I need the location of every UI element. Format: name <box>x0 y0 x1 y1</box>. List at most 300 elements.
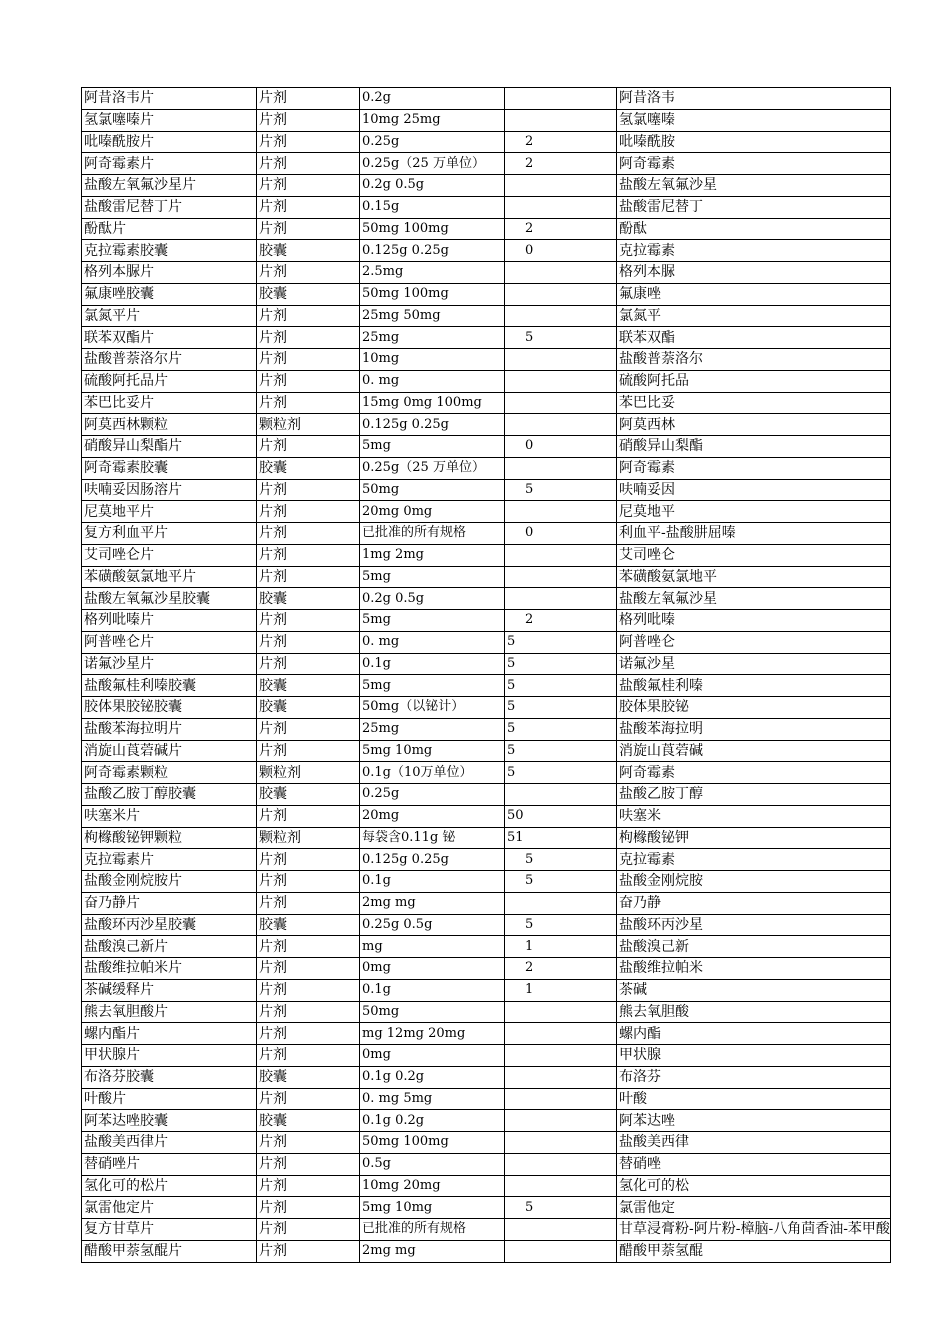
quantity-cell[interactable]: 2 <box>505 153 617 175</box>
generic-name-cell[interactable]: 阿奇霉素 <box>617 762 891 784</box>
generic-name-cell[interactable]: 阿昔洛韦 <box>617 88 891 110</box>
table-row <box>82 718 891 740</box>
dosage-form-cell[interactable]: 片剂 <box>257 1045 360 1067</box>
specification-cell[interactable]: 10mg 25mg <box>360 109 505 131</box>
quantity-cell[interactable]: 5 <box>505 675 617 697</box>
drug-name-cell[interactable]: 阿昔洛韦片 <box>82 88 257 110</box>
drug-name-cell[interactable]: 盐酸雷尼替丁片 <box>82 196 257 218</box>
generic-name-cell[interactable]: 盐酸左氧氟沙星 <box>617 588 891 610</box>
specification-cell[interactable]: 50mg（以铋计） <box>360 697 505 719</box>
generic-name-cell[interactable]: 阿奇霉素 <box>617 153 891 175</box>
specification-cell[interactable]: 2mg mg <box>360 1240 505 1262</box>
table-row <box>82 283 891 305</box>
drug-name-cell[interactable]: 呋塞米片 <box>82 805 257 827</box>
generic-name-cell[interactable]: 螺内酯 <box>617 1023 891 1045</box>
specification-cell[interactable]: 0.2g 0.5g <box>360 588 505 610</box>
dosage-form-cell[interactable]: 片剂 <box>257 349 360 371</box>
specification-cell[interactable]: 每袋含0.11g 铋 <box>360 827 505 849</box>
drug-name-cell[interactable]: 胶体果胶铋胶囊 <box>82 697 257 719</box>
quantity-cell[interactable] <box>505 109 617 131</box>
dosage-form-cell[interactable]: 片剂 <box>257 805 360 827</box>
dosage-form-cell[interactable]: 胶囊 <box>257 784 360 806</box>
generic-name-cell[interactable]: 苯磺酸氨氯地平 <box>617 566 891 588</box>
quantity-cell[interactable] <box>505 1153 617 1175</box>
table-row <box>82 457 891 479</box>
drug-table <box>81 87 891 1263</box>
specification-cell[interactable]: 5mg <box>360 610 505 632</box>
specification-cell[interactable]: 25mg <box>360 718 505 740</box>
drug-name-cell[interactable]: 格列吡嗪片 <box>82 610 257 632</box>
drug-name-cell[interactable]: 阿苯达唑胶囊 <box>82 1110 257 1132</box>
drug-name-cell[interactable]: 盐酸环丙沙星胶囊 <box>82 914 257 936</box>
specification-cell[interactable]: 20mg 0mg <box>360 501 505 523</box>
dosage-form-cell[interactable]: 片剂 <box>257 262 360 284</box>
quantity-cell[interactable] <box>505 1001 617 1023</box>
specification-cell[interactable]: 0.125g 0.25g <box>360 240 505 262</box>
drug-name-cell[interactable]: 硫酸阿托品片 <box>82 370 257 392</box>
generic-name-cell[interactable]: 克拉霉素 <box>617 240 891 262</box>
dosage-form-cell[interactable]: 胶囊 <box>257 1110 360 1132</box>
specification-cell[interactable]: 50mg <box>360 479 505 501</box>
quantity-cell[interactable]: 2 <box>505 610 617 632</box>
dosage-form-cell[interactable]: 片剂 <box>257 196 360 218</box>
specification-cell[interactable]: 50mg <box>360 1001 505 1023</box>
quantity-cell[interactable]: 5 <box>505 327 617 349</box>
drug-name-cell[interactable]: 硝酸异山梨酯片 <box>82 436 257 458</box>
drug-name-cell[interactable]: 消旋山莨菪碱片 <box>82 740 257 762</box>
drug-name-cell[interactable]: 阿奇霉素片 <box>82 153 257 175</box>
generic-name-cell[interactable]: 硫酸阿托品 <box>617 370 891 392</box>
drug-name-cell[interactable]: 复方甘草片 <box>82 1219 257 1241</box>
dosage-form-cell[interactable]: 片剂 <box>257 653 360 675</box>
dosage-form-cell[interactable]: 片剂 <box>257 175 360 197</box>
generic-name-cell[interactable]: 阿普唑仑 <box>617 631 891 653</box>
drug-name-cell[interactable]: 盐酸左氧氟沙星片 <box>82 175 257 197</box>
drug-name-cell[interactable]: 甲状腺片 <box>82 1045 257 1067</box>
specification-cell[interactable]: 已批准的所有规格 <box>360 1219 505 1241</box>
drug-name-cell[interactable]: 阿奇霉素胶囊 <box>82 457 257 479</box>
specification-cell[interactable]: 50mg 100mg <box>360 1132 505 1154</box>
specification-cell[interactable]: mg 12mg 20mg <box>360 1023 505 1045</box>
generic-name-cell[interactable]: 格列吡嗪 <box>617 610 891 632</box>
drug-name-cell[interactable]: 盐酸苯海拉明片 <box>82 718 257 740</box>
dosage-form-cell[interactable]: 片剂 <box>257 740 360 762</box>
specification-cell[interactable]: 0.25g <box>360 784 505 806</box>
quantity-cell[interactable] <box>505 349 617 371</box>
dosage-form-cell[interactable]: 片剂 <box>257 1153 360 1175</box>
quantity-cell[interactable]: 1 <box>505 979 617 1001</box>
drug-name-cell[interactable]: 盐酸氟桂利嗪胶囊 <box>82 675 257 697</box>
generic-name-cell[interactable]: 酚酞 <box>617 218 891 240</box>
generic-name-cell[interactable]: 氯雷他定 <box>617 1197 891 1219</box>
table-row <box>82 653 891 675</box>
table-row <box>82 1240 891 1262</box>
specification-cell[interactable]: 20mg <box>360 805 505 827</box>
quantity-cell[interactable]: 51 <box>505 827 617 849</box>
drug-name-cell[interactable]: 酚酞片 <box>82 218 257 240</box>
quantity-cell[interactable] <box>505 1088 617 1110</box>
dosage-form-cell[interactable]: 片剂 <box>257 1088 360 1110</box>
dosage-form-cell[interactable]: 片剂 <box>257 631 360 653</box>
specification-cell[interactable]: 0.25g 0.5g <box>360 914 505 936</box>
specification-cell[interactable]: 0mg <box>360 958 505 980</box>
specification-cell[interactable]: 0.1g <box>360 653 505 675</box>
quantity-cell[interactable]: 1 <box>505 936 617 958</box>
drug-name-cell[interactable]: 盐酸维拉帕米片 <box>82 958 257 980</box>
dosage-form-cell[interactable]: 胶囊 <box>257 588 360 610</box>
generic-name-cell[interactable]: 阿莫西林 <box>617 414 891 436</box>
specification-cell[interactable]: 0. mg 5mg <box>360 1088 505 1110</box>
table-row <box>82 958 891 980</box>
dosage-form-cell[interactable]: 片剂 <box>257 392 360 414</box>
specification-cell[interactable]: 0. mg <box>360 631 505 653</box>
generic-name-cell[interactable]: 枸橼酸铋钾 <box>617 827 891 849</box>
table-row <box>82 871 891 893</box>
specification-cell[interactable]: 0.1g <box>360 979 505 1001</box>
drug-name-cell[interactable]: 布洛芬胶囊 <box>82 1066 257 1088</box>
drug-name-cell[interactable]: 盐酸普萘洛尔片 <box>82 349 257 371</box>
dosage-form-cell[interactable]: 胶囊 <box>257 697 360 719</box>
drug-name-cell[interactable]: 盐酸金刚烷胺片 <box>82 871 257 893</box>
generic-name-cell[interactable]: 阿奇霉素 <box>617 457 891 479</box>
quantity-cell[interactable] <box>505 175 617 197</box>
drug-name-cell[interactable]: 盐酸溴己新片 <box>82 936 257 958</box>
quantity-cell[interactable]: 5 <box>505 479 617 501</box>
quantity-cell[interactable]: 5 <box>505 762 617 784</box>
drug-name-cell[interactable]: 呋喃妥因肠溶片 <box>82 479 257 501</box>
specification-cell[interactable]: 0.1g <box>360 871 505 893</box>
dosage-form-cell[interactable]: 片剂 <box>257 305 360 327</box>
generic-name-cell[interactable]: 布洛芬 <box>617 1066 891 1088</box>
table-row <box>82 414 891 436</box>
generic-name-cell[interactable]: 联苯双酯 <box>617 327 891 349</box>
generic-name-cell[interactable]: 消旋山莨菪碱 <box>617 740 891 762</box>
quantity-cell[interactable] <box>505 392 617 414</box>
dosage-form-cell[interactable]: 片剂 <box>257 436 360 458</box>
specification-cell[interactable]: 2mg mg <box>360 892 505 914</box>
table-row <box>82 762 891 784</box>
drug-name-cell[interactable]: 诺氟沙星片 <box>82 653 257 675</box>
generic-name-cell[interactable]: 盐酸苯海拉明 <box>617 718 891 740</box>
generic-name-cell[interactable]: 艾司唑仑 <box>617 544 891 566</box>
drug-name-cell[interactable]: 联苯双酯片 <box>82 327 257 349</box>
drug-name-cell[interactable]: 苯磺酸氨氯地平片 <box>82 566 257 588</box>
table-row <box>82 1219 891 1241</box>
dosage-form-cell[interactable]: 片剂 <box>257 88 360 110</box>
drug-name-cell[interactable]: 氯雷他定片 <box>82 1197 257 1219</box>
specification-cell[interactable]: 0.15g <box>360 196 505 218</box>
quantity-cell[interactable] <box>505 283 617 305</box>
quantity-cell[interactable] <box>505 196 617 218</box>
quantity-cell[interactable] <box>505 305 617 327</box>
dosage-form-cell[interactable]: 颗粒剂 <box>257 414 360 436</box>
generic-name-cell[interactable]: 尼莫地平 <box>617 501 891 523</box>
dosage-form-cell[interactable]: 片剂 <box>257 501 360 523</box>
generic-name-cell[interactable]: 盐酸美西律 <box>617 1132 891 1154</box>
quantity-cell[interactable]: 2 <box>505 218 617 240</box>
table-row <box>82 610 891 632</box>
dosage-form-cell[interactable]: 片剂 <box>257 610 360 632</box>
quantity-cell[interactable] <box>505 1219 617 1241</box>
generic-name-cell[interactable]: 盐酸维拉帕米 <box>617 958 891 980</box>
drug-name-cell[interactable]: 阿奇霉素颗粒 <box>82 762 257 784</box>
dosage-form-cell[interactable]: 片剂 <box>257 718 360 740</box>
dosage-form-cell[interactable]: 片剂 <box>257 566 360 588</box>
specification-cell[interactable]: 15mg 0mg 100mg <box>360 392 505 414</box>
drug-table-body <box>82 88 891 1263</box>
specification-cell[interactable]: 0.1g 0.2g <box>360 1066 505 1088</box>
quantity-cell[interactable]: 5 <box>505 914 617 936</box>
specification-cell[interactable]: 0.5g <box>360 1153 505 1175</box>
specification-cell[interactable]: 25mg <box>360 327 505 349</box>
dosage-form-cell[interactable]: 片剂 <box>257 1001 360 1023</box>
quantity-cell[interactable] <box>505 544 617 566</box>
dosage-form-cell[interactable]: 片剂 <box>257 544 360 566</box>
quantity-cell[interactable] <box>505 262 617 284</box>
drug-name-cell[interactable]: 茶碱缓释片 <box>82 979 257 1001</box>
table-row <box>82 566 891 588</box>
generic-name-cell[interactable]: 茶碱 <box>617 979 891 1001</box>
quantity-cell[interactable]: 0 <box>505 240 617 262</box>
quantity-cell[interactable]: 2 <box>505 131 617 153</box>
quantity-cell[interactable]: 2 <box>505 958 617 980</box>
drug-name-cell[interactable]: 阿莫西林颗粒 <box>82 414 257 436</box>
generic-name-cell[interactable]: 甘草浸膏粉-阿片粉-樟脑-八角茴香油-苯甲酸 <box>617 1219 891 1241</box>
dosage-form-cell[interactable]: 片剂 <box>257 109 360 131</box>
generic-name-cell[interactable]: 氯氮平 <box>617 305 891 327</box>
dosage-form-cell[interactable]: 胶囊 <box>257 283 360 305</box>
dosage-form-cell[interactable]: 片剂 <box>257 479 360 501</box>
specification-cell[interactable]: 5mg <box>360 675 505 697</box>
quantity-cell[interactable]: 0 <box>505 436 617 458</box>
quantity-cell[interactable]: 5 <box>505 871 617 893</box>
specification-cell[interactable]: 0.25g <box>360 131 505 153</box>
specification-cell[interactable]: 5mg 10mg <box>360 740 505 762</box>
generic-name-cell[interactable]: 醋酸甲萘氢醌 <box>617 1240 891 1262</box>
specification-cell[interactable]: 0.25g（25 万单位） <box>360 457 505 479</box>
generic-name-cell[interactable]: 盐酸金刚烷胺 <box>617 871 891 893</box>
generic-name-cell[interactable]: 熊去氧胆酸 <box>617 1001 891 1023</box>
table-row <box>82 1153 891 1175</box>
table-row <box>82 914 891 936</box>
quantity-cell[interactable] <box>505 1175 617 1197</box>
specification-cell[interactable]: 0.25g（25 万单位） <box>360 153 505 175</box>
drug-name-cell[interactable]: 克拉霉素胶囊 <box>82 240 257 262</box>
quantity-cell[interactable]: 5 <box>505 718 617 740</box>
dosage-form-cell[interactable]: 片剂 <box>257 979 360 1001</box>
drug-name-cell[interactable]: 枸橼酸铋钾颗粒 <box>82 827 257 849</box>
table-row <box>82 740 891 762</box>
quantity-cell[interactable]: 5 <box>505 631 617 653</box>
table-row <box>82 131 891 153</box>
generic-name-cell[interactable]: 盐酸左氧氟沙星 <box>617 175 891 197</box>
quantity-cell[interactable] <box>505 1045 617 1067</box>
specification-cell[interactable]: 0.125g 0.25g <box>360 414 505 436</box>
generic-name-cell[interactable]: 盐酸普萘洛尔 <box>617 349 891 371</box>
generic-name-cell[interactable]: 氢氯噻嗪 <box>617 109 891 131</box>
dosage-form-cell[interactable]: 片剂 <box>257 871 360 893</box>
dosage-form-cell[interactable]: 胶囊 <box>257 675 360 697</box>
generic-name-cell[interactable]: 吡嗪酰胺 <box>617 131 891 153</box>
generic-name-cell[interactable]: 诺氟沙星 <box>617 653 891 675</box>
quantity-cell[interactable] <box>505 588 617 610</box>
dosage-form-cell[interactable]: 胶囊 <box>257 914 360 936</box>
dosage-form-cell[interactable]: 颗粒剂 <box>257 762 360 784</box>
quantity-cell[interactable] <box>505 892 617 914</box>
drug-name-cell[interactable]: 氢化可的松片 <box>82 1175 257 1197</box>
drug-name-cell[interactable]: 叶酸片 <box>82 1088 257 1110</box>
dosage-form-cell[interactable]: 片剂 <box>257 1197 360 1219</box>
specification-cell[interactable]: 25mg 50mg <box>360 305 505 327</box>
specification-cell[interactable]: 10mg 20mg <box>360 1175 505 1197</box>
specification-cell[interactable]: 5mg <box>360 436 505 458</box>
generic-name-cell[interactable]: 苯巴比妥 <box>617 392 891 414</box>
quantity-cell[interactable] <box>505 1023 617 1045</box>
dosage-form-cell[interactable]: 片剂 <box>257 218 360 240</box>
dosage-form-cell[interactable]: 胶囊 <box>257 1066 360 1088</box>
drug-name-cell[interactable]: 阿普唑仑片 <box>82 631 257 653</box>
dosage-form-cell[interactable]: 片剂 <box>257 1132 360 1154</box>
generic-name-cell[interactable]: 氢化可的松 <box>617 1175 891 1197</box>
drug-name-cell[interactable]: 复方利血平片 <box>82 523 257 545</box>
table-row <box>82 1001 891 1023</box>
generic-name-cell[interactable]: 盐酸溴己新 <box>617 936 891 958</box>
quantity-cell[interactable]: 5 <box>505 740 617 762</box>
drug-name-cell[interactable]: 盐酸左氧氟沙星胶囊 <box>82 588 257 610</box>
quantity-cell[interactable]: 5 <box>505 849 617 871</box>
drug-name-cell[interactable]: 奋乃静片 <box>82 892 257 914</box>
quantity-cell[interactable]: 5 <box>505 1197 617 1219</box>
generic-name-cell[interactable]: 甲状腺 <box>617 1045 891 1067</box>
specification-cell[interactable]: 0.125g 0.25g <box>360 849 505 871</box>
generic-name-cell[interactable]: 胶体果胶铋 <box>617 697 891 719</box>
generic-name-cell[interactable]: 阿苯达唑 <box>617 1110 891 1132</box>
dosage-form-cell[interactable]: 胶囊 <box>257 457 360 479</box>
specification-cell[interactable]: mg <box>360 936 505 958</box>
dosage-form-cell[interactable]: 片剂 <box>257 1240 360 1262</box>
specification-cell[interactable]: 50mg 100mg <box>360 283 505 305</box>
quantity-cell[interactable] <box>505 457 617 479</box>
table-row <box>82 262 891 284</box>
generic-name-cell[interactable]: 利血平-盐酸肼屈嗪 <box>617 523 891 545</box>
dosage-form-cell[interactable]: 颗粒剂 <box>257 827 360 849</box>
drug-name-cell[interactable]: 氟康唑胶囊 <box>82 283 257 305</box>
drug-name-cell[interactable]: 克拉霉素片 <box>82 849 257 871</box>
specification-cell[interactable]: 5mg 10mg <box>360 1197 505 1219</box>
dosage-form-cell[interactable]: 片剂 <box>257 153 360 175</box>
dosage-form-cell[interactable]: 片剂 <box>257 892 360 914</box>
specification-cell[interactable]: 1mg 2mg <box>360 544 505 566</box>
dosage-form-cell[interactable]: 片剂 <box>257 370 360 392</box>
generic-name-cell[interactable]: 盐酸环丙沙星 <box>617 914 891 936</box>
drug-name-cell[interactable]: 盐酸美西律片 <box>82 1132 257 1154</box>
quantity-cell[interactable] <box>505 88 617 110</box>
specification-cell[interactable]: 0.2g <box>360 88 505 110</box>
quantity-cell[interactable] <box>505 1132 617 1154</box>
specification-cell[interactable]: 5mg <box>360 566 505 588</box>
quantity-cell[interactable] <box>505 1240 617 1262</box>
generic-name-cell[interactable]: 盐酸乙胺丁醇 <box>617 784 891 806</box>
table-row <box>82 1066 891 1088</box>
dosage-form-cell[interactable]: 片剂 <box>257 131 360 153</box>
dosage-form-cell[interactable]: 片剂 <box>257 327 360 349</box>
drug-name-cell[interactable]: 尼莫地平片 <box>82 501 257 523</box>
table-row <box>82 631 891 653</box>
drug-name-cell[interactable]: 格列本脲片 <box>82 262 257 284</box>
dosage-form-cell[interactable]: 片剂 <box>257 1023 360 1045</box>
generic-name-cell[interactable]: 叶酸 <box>617 1088 891 1110</box>
quantity-cell[interactable] <box>505 414 617 436</box>
generic-name-cell[interactable]: 奋乃静 <box>617 892 891 914</box>
specification-cell[interactable]: 0.1g（10万单位） <box>360 762 505 784</box>
specification-cell[interactable]: 0mg <box>360 1045 505 1067</box>
dosage-form-cell[interactable]: 片剂 <box>257 1219 360 1241</box>
specification-cell[interactable]: 0. mg <box>360 370 505 392</box>
quantity-cell[interactable] <box>505 370 617 392</box>
table-row <box>82 392 891 414</box>
drug-name-cell[interactable]: 熊去氧胆酸片 <box>82 1001 257 1023</box>
dosage-form-cell[interactable]: 片剂 <box>257 936 360 958</box>
dosage-form-cell[interactable]: 片剂 <box>257 523 360 545</box>
drug-name-cell[interactable]: 替硝唑片 <box>82 1153 257 1175</box>
generic-name-cell[interactable]: 硝酸异山梨酯 <box>617 436 891 458</box>
generic-name-cell[interactable]: 替硝唑 <box>617 1153 891 1175</box>
quantity-cell[interactable]: 50 <box>505 805 617 827</box>
table-row <box>82 784 891 806</box>
drug-name-cell[interactable]: 氯氮平片 <box>82 305 257 327</box>
table-row <box>82 1175 891 1197</box>
generic-name-cell[interactable]: 氟康唑 <box>617 283 891 305</box>
dosage-form-cell[interactable]: 片剂 <box>257 1175 360 1197</box>
generic-name-cell[interactable]: 克拉霉素 <box>617 849 891 871</box>
quantity-cell[interactable] <box>505 501 617 523</box>
drug-name-cell[interactable]: 吡嗪酰胺片 <box>82 131 257 153</box>
drug-name-cell[interactable]: 氢氯噻嗪片 <box>82 109 257 131</box>
generic-name-cell[interactable]: 呋塞米 <box>617 805 891 827</box>
drug-spreadsheet <box>81 87 891 1263</box>
dosage-form-cell[interactable]: 片剂 <box>257 958 360 980</box>
drug-name-cell[interactable]: 苯巴比妥片 <box>82 392 257 414</box>
quantity-cell[interactable]: 0 <box>505 523 617 545</box>
drug-name-cell[interactable]: 醋酸甲萘氢醌片 <box>82 1240 257 1262</box>
dosage-form-cell[interactable]: 片剂 <box>257 849 360 871</box>
generic-name-cell[interactable]: 盐酸雷尼替丁 <box>617 196 891 218</box>
specification-cell[interactable]: 2.5mg <box>360 262 505 284</box>
quantity-cell[interactable] <box>505 566 617 588</box>
quantity-cell[interactable] <box>505 1066 617 1088</box>
specification-cell[interactable]: 10mg <box>360 349 505 371</box>
generic-name-cell[interactable]: 盐酸氟桂利嗪 <box>617 675 891 697</box>
dosage-form-cell[interactable]: 胶囊 <box>257 240 360 262</box>
table-row <box>82 479 891 501</box>
table-row <box>82 196 891 218</box>
table-row <box>82 88 891 110</box>
drug-name-cell[interactable]: 螺内酯片 <box>82 1023 257 1045</box>
specification-cell[interactable]: 0.1g 0.2g <box>360 1110 505 1132</box>
quantity-cell[interactable]: 5 <box>505 653 617 675</box>
specification-cell[interactable]: 50mg 100mg <box>360 218 505 240</box>
drug-name-cell[interactable]: 盐酸乙胺丁醇胶囊 <box>82 784 257 806</box>
table-row <box>82 697 891 719</box>
quantity-cell[interactable] <box>505 784 617 806</box>
drug-name-cell[interactable]: 艾司唑仑片 <box>82 544 257 566</box>
quantity-cell[interactable] <box>505 1110 617 1132</box>
specification-cell[interactable]: 0.2g 0.5g <box>360 175 505 197</box>
generic-name-cell[interactable]: 格列本脲 <box>617 262 891 284</box>
specification-cell[interactable]: 已批准的所有规格 <box>360 523 505 545</box>
generic-name-cell[interactable]: 呋喃妥因 <box>617 479 891 501</box>
quantity-cell[interactable]: 5 <box>505 697 617 719</box>
